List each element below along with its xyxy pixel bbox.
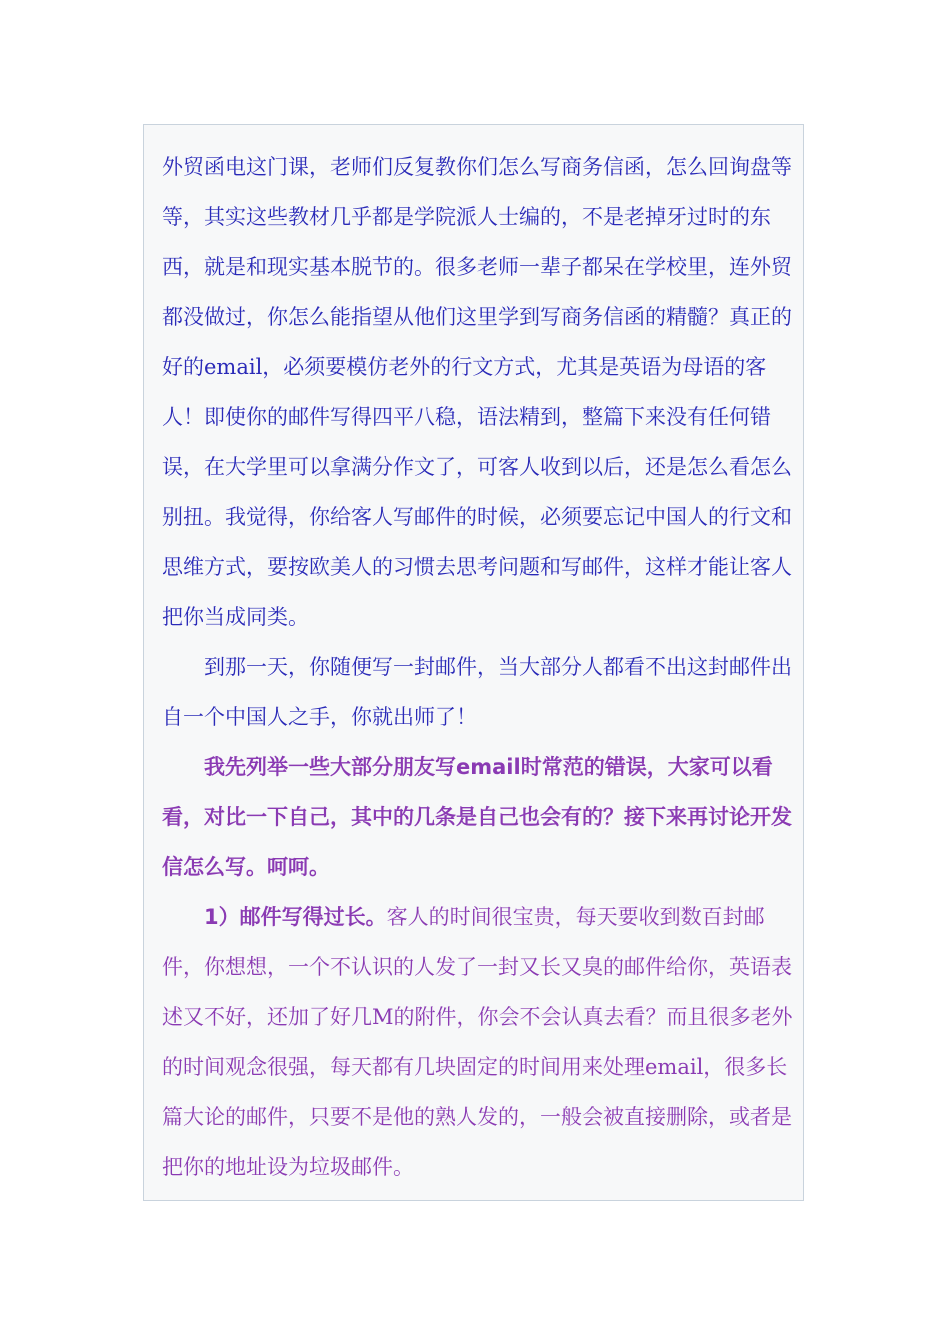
document-body [162, 142, 802, 1192]
paragraph-intro: 外贸函电这门课，老师们反复教你们怎么写商务信函，怎么回询盘等等，其实这些教材几乎都是学院派人士编的，不是老掉牙过时的东西，就是和现实基本脱节的。很多老师一辈子都呆在学校里，连外贸都没做过，你怎么能指望从他们这里学到写商务信函的精髓？真正的好的email，必须要模仿老外的行文方式，尤其是英语为母语的客人！即使你的邮件写得四平八稳，语法精到，整篇下来没有任何错误，在大学里可以拿满分作文了，可客人收到以后，还是怎么看怎么别扭。我觉得，你给客人写邮件的时候，必须要忘记中国人的行文和思维方式，要按欧美人的习惯去思考问题和写邮件，这样才能让客人把你当成同类。 [162, 155, 792, 629]
point-1-body: 客人的时间很宝贵，每天要收到数百封邮件，你想想，一个不认识的人发了一封又长又臭的邮件给你，英语表述又不好，还加了好几M的附件，你会不会认真去看？而且很多老外的时间观念很强，每天都有几块固定的时间用来处理email，很多长篇大论的邮件，只要不是他的熟人发的，一般会被直接删除，或者是把你的地址设为垃圾邮件。 [162, 905, 793, 1179]
point-1-heading: 1）邮件写得过长。 [204, 905, 387, 929]
paragraph-errors-intro: 我先列举一些大部分朋友写email时常范的错误，大家可以看看，对比一下自己，其中的几条是自己也会有的？接下来再讨论开发信怎么写。呵呵。 [162, 755, 792, 879]
paragraph-point-1 [162, 892, 802, 1192]
paragraph-mastery: 到那一天，你随便写一封邮件，当大部分人都看不出这封邮件出自一个中国人之手，你就出师了！ [162, 655, 792, 729]
